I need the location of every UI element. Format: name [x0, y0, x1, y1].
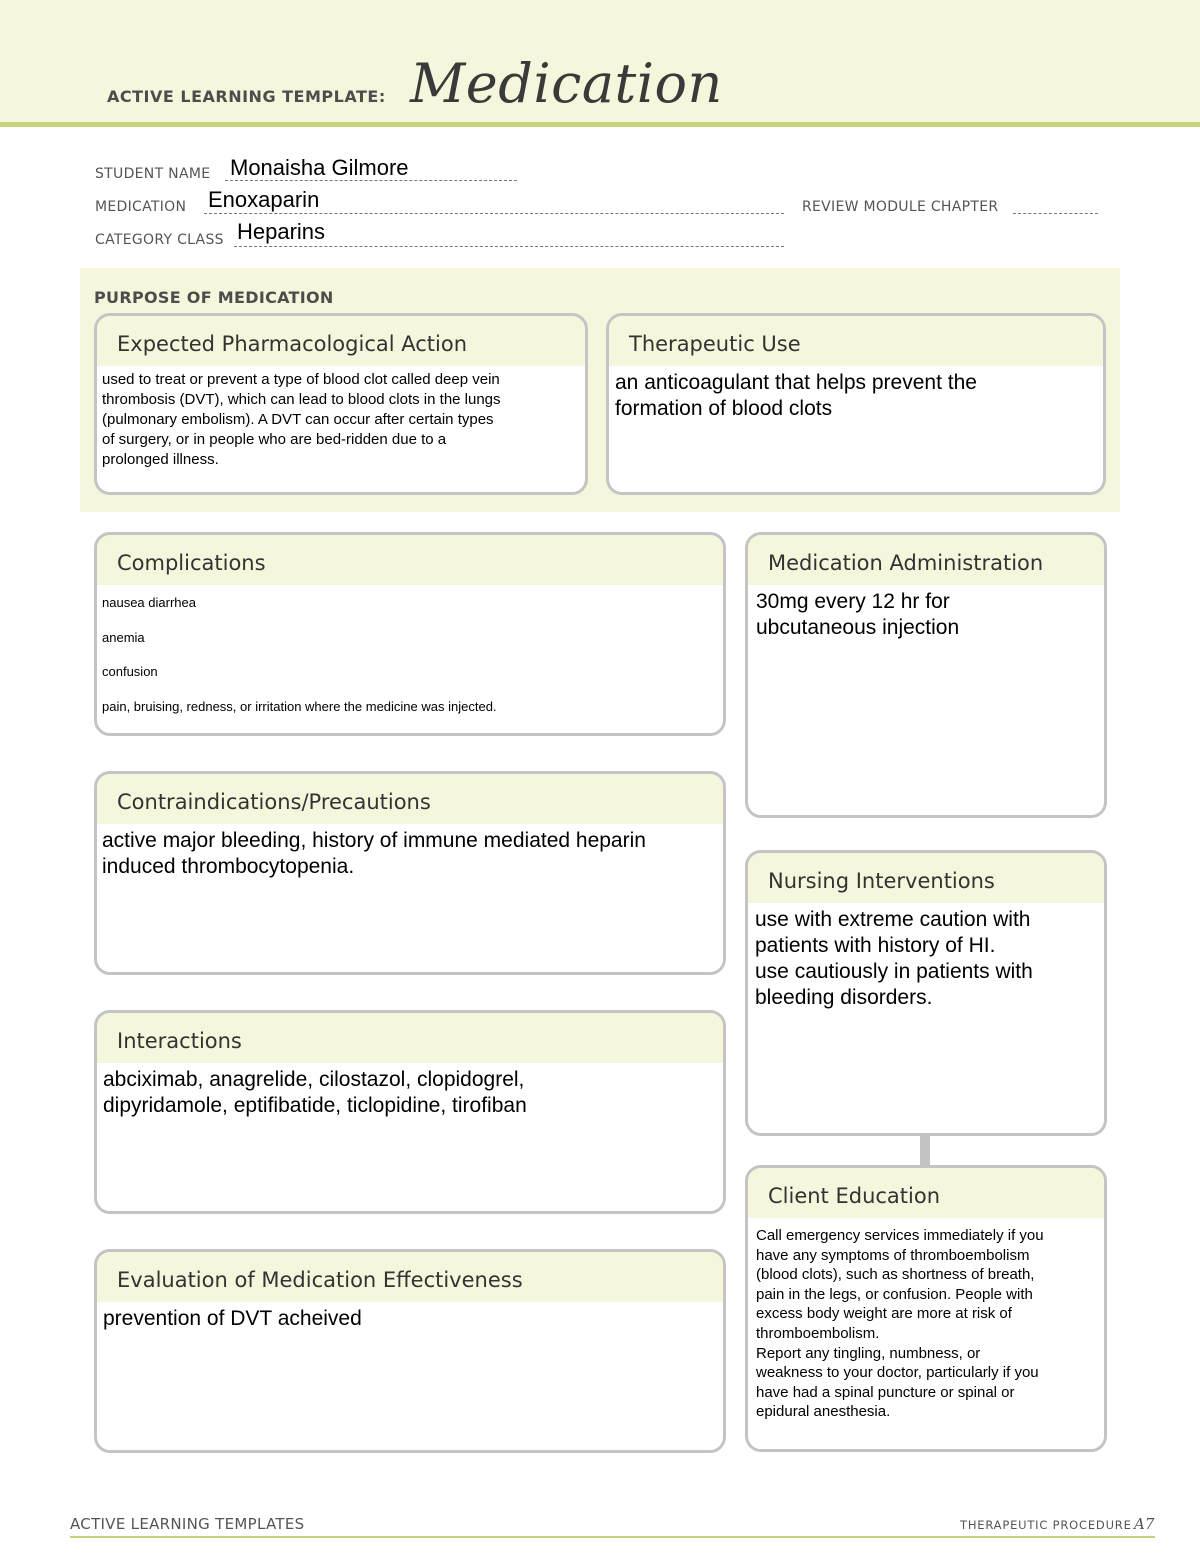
footer-right-label: THERAPEUTIC PROCEDURE	[960, 1518, 1132, 1532]
template-label: ACTIVE LEARNING TEMPLATE:	[107, 87, 386, 106]
expected-action-card	[94, 313, 588, 495]
interactions-text[interactable]: abciximab, anagrelide, cilostazol, clopidogrel, dipyridamole, eptifibatide, ticlopidine, tirofiban	[103, 1068, 527, 1117]
therapeutic-use-text[interactable]: an anticoagulant that helps prevent the formation of blood clots	[615, 371, 977, 420]
student-name-field[interactable]: Monaisha Gilmore	[230, 155, 409, 180]
client-education-card	[745, 1165, 1107, 1452]
page-number: A7	[1134, 1515, 1155, 1533]
therapeutic-use-card	[606, 313, 1106, 495]
list-item: confusion	[102, 664, 158, 679]
nursing-interventions-text[interactable]: use with extreme caution with patients with history of HI. use cautiously in patients with bleeding disorders.	[755, 908, 1033, 1009]
footer-rule	[70, 1536, 1155, 1538]
purpose-label: PURPOSE OF MEDICATION	[94, 288, 334, 307]
nursing-interventions-card	[745, 850, 1107, 1136]
contraindications-text[interactable]: active major bleeding, history of immune mediated heparin induced thrombocytopenia.	[102, 829, 646, 878]
header-rule	[0, 122, 1200, 127]
expected-action-heading: Expected Pharmacological Action	[97, 316, 585, 366]
category-class-field[interactable]: Heparins	[237, 219, 326, 244]
connector-bar	[920, 1135, 930, 1165]
nursing-interventions-heading: Nursing Interventions	[748, 853, 1104, 903]
medication-field[interactable]: Enoxaparin	[208, 187, 320, 212]
medication-administration-heading: Medication Administration	[748, 535, 1104, 585]
client-education-text[interactable]: Call emergency services immediately if you have any symptoms of thromboembolism (blood clots), such as shortness of breath, pain in the legs, or confusion. People with excess body weight are more at risk of thromboembolism. Report any tingling, numbness, or weakness to your doctor, particularly if you have had a spinal puncture or spinal or epidural anesthesia.	[756, 1227, 1044, 1421]
client-education-heading: Client Education	[748, 1168, 1104, 1218]
interactions-card	[94, 1010, 726, 1214]
complications-text[interactable]	[97, 585, 723, 715]
review-module-line	[1013, 213, 1098, 214]
medication-administration-text[interactable]: 30mg every 12 hr for ubcutaneous injection	[756, 590, 960, 639]
footer-left-label: ACTIVE LEARNING TEMPLATES	[70, 1515, 305, 1533]
page-title: Medication	[410, 52, 723, 115]
medication-line	[204, 213, 784, 214]
evaluation-heading: Evaluation of Medication Effectiveness	[97, 1252, 723, 1302]
complications-heading: Complications	[97, 535, 723, 585]
interactions-heading: Interactions	[97, 1013, 723, 1063]
contraindications-heading: Contraindications/Precautions	[97, 774, 723, 824]
category-class-line	[234, 246, 784, 247]
evaluation-card	[94, 1249, 726, 1453]
medication-administration-card	[745, 532, 1107, 818]
list-item: pain, bruising, redness, or irritation where the medicine was injected.	[102, 698, 497, 714]
expected-action-text[interactable]: used to treat or prevent a type of blood clot called deep vein thrombosis (DVT), which can lead to blood clots in the lungs (pulmonary embolism). A DVT can occur after certain types of surgery, or in people who are bed-ridden due to a prolonged illness.	[102, 371, 501, 468]
list-item: nausea diarrhea	[102, 595, 196, 610]
complications-card	[94, 532, 726, 736]
student-name-label: STUDENT NAME	[95, 166, 211, 182]
list-item: anemia	[102, 629, 145, 645]
medication-label: MEDICATION	[95, 199, 187, 215]
category-class-label: CATEGORY CLASS	[95, 232, 224, 248]
review-module-label: REVIEW MODULE CHAPTER	[802, 199, 999, 215]
evaluation-text[interactable]: prevention of DVT acheived	[103, 1307, 362, 1330]
contraindications-card	[94, 771, 726, 975]
therapeutic-use-heading: Therapeutic Use	[609, 316, 1103, 366]
